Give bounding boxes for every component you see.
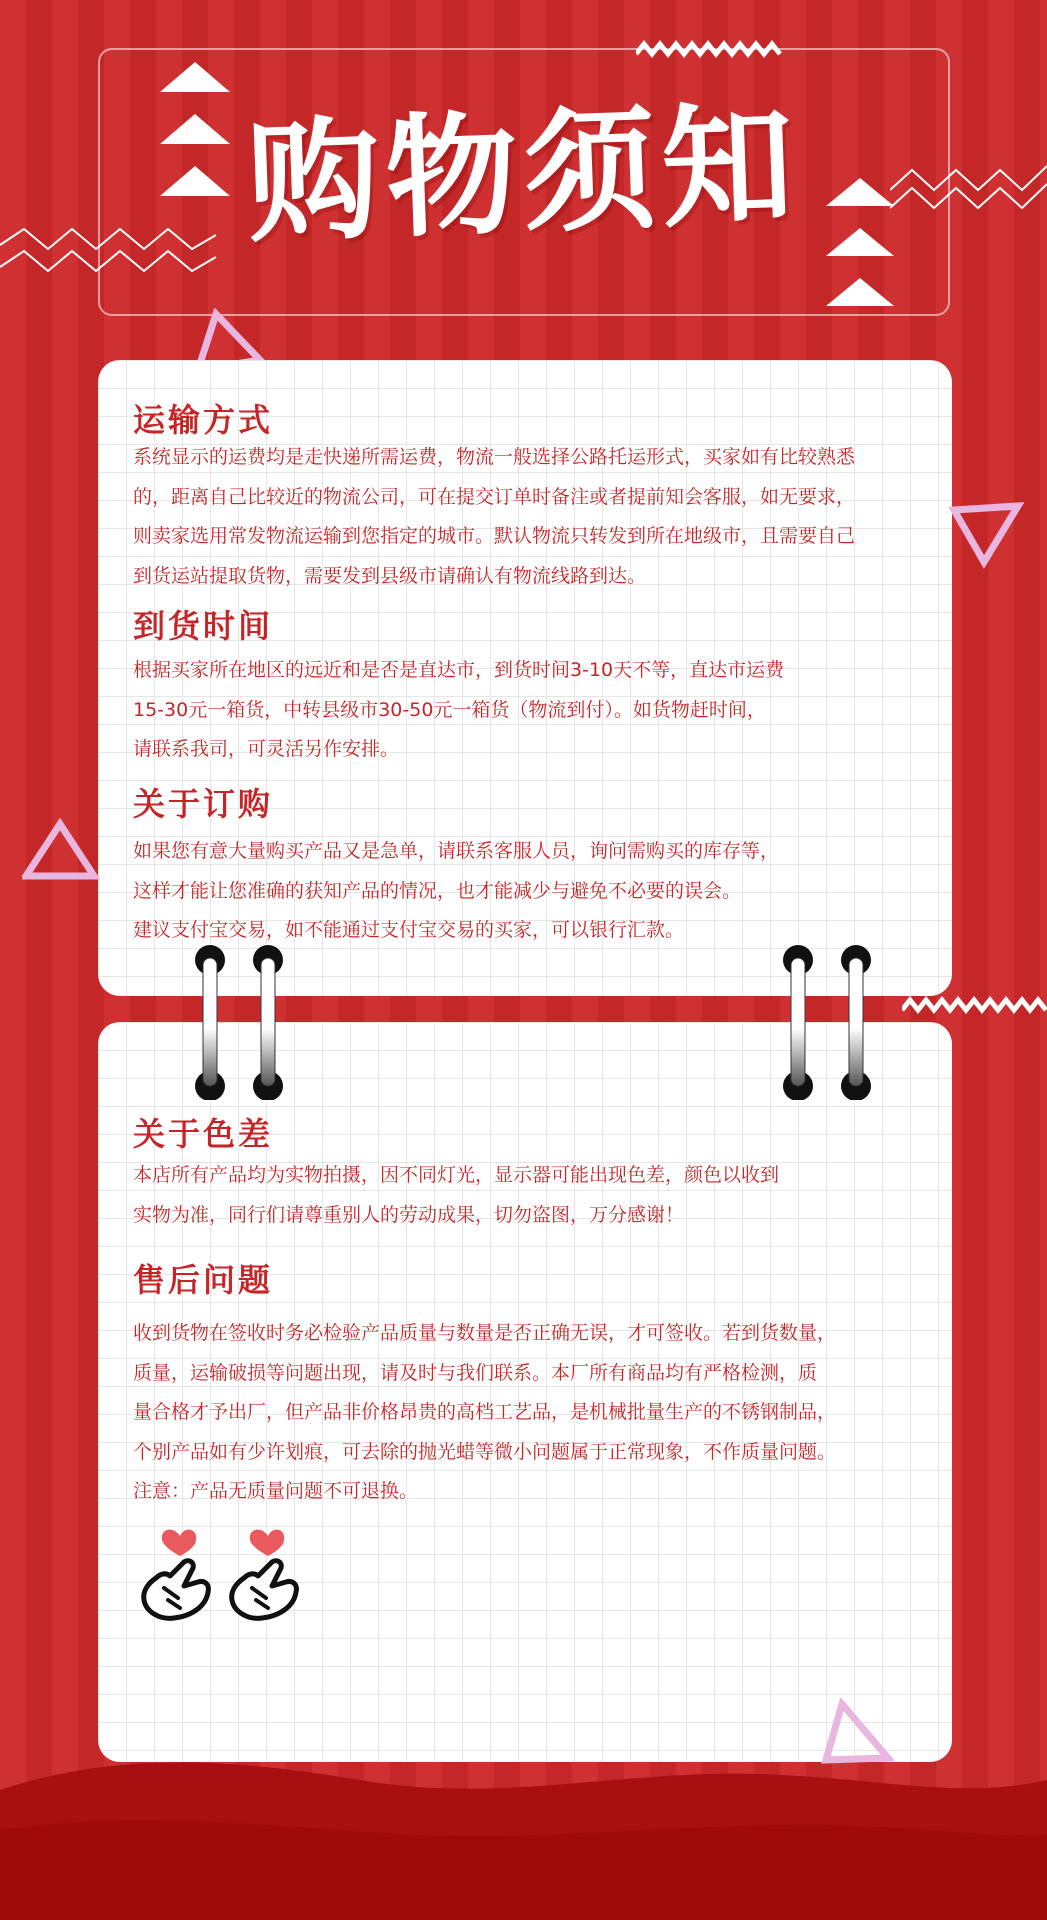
binder-rings-left <box>190 940 290 1100</box>
section-title-shipping: 运输方式 <box>133 401 274 439</box>
page-title: 购物须知 <box>244 88 803 262</box>
bottom-wave-decoration <box>0 1730 1047 1920</box>
zigzag-middle-decoration <box>902 996 1047 1018</box>
section-title-after-sales: 售后问题 <box>133 1261 274 1299</box>
section-title-delivery-time: 到货时间 <box>133 607 274 645</box>
section-title-ordering: 关于订购 <box>133 785 274 823</box>
pink-triangle-right <box>948 498 1024 570</box>
section-text-color-difference: 本店所有产品均为实物拍摄，因不同灯光，显示器可能出现色差，颜色以收到 实物为准，同行们请尊重别人的劳动成果，切勿盗图，万分感谢！ <box>133 1164 780 1226</box>
section-title-color-difference: 关于色差 <box>133 1115 274 1153</box>
section-text-after-sales: 收到货物在签收时务必检验产品质量与数量是否正确无误，才可签收。若到货数量， 质量，运输破损等问题出现，请及时与我们联系。本厂所有商品均有严格检测，质 量合格才予出厂，但产品非价格昂贵的高档工艺品，是机械批量生产的不锈钢制品， 个别产品如有少许划痕，可去除的抛光蜡等微小问题属于正常现象，不作质量问题。 注意：产品无质量问题不可退换。 <box>133 1322 837 1502</box>
section-text-ordering: 如果您有意大量购买产品又是急单，请联系客服人员，询问需购买的库存等， 这样才能让您准确的获知产品的情况，也才能减少与避免不必要的误会。 建议支付宝交易，如不能通过支付宝交易的买家，可以银行汇款。 <box>133 840 780 941</box>
pink-triangle-left <box>22 818 100 882</box>
zigzag-top-decoration <box>636 40 784 62</box>
section-text-delivery-time: 根据买家所在地区的远近和是否是直达市，到货时间3-10天不等，直达市运费 15-30元一箱货，中转县级市30-50元一箱货（物流到付）。如货物赶时间， 请联系我司，可灵活另作安排。 <box>133 659 785 760</box>
finger-heart-icon <box>134 1526 226 1624</box>
section-text-shipping: 系统显示的运费均是走快递所需运费，物流一般选择公路托运形式，买家如有比较熟悉 的，距离自己比较近的物流公司，可在提交订单时备注或者提前知会客服，如无要求， 则卖家选用常发物流运输到您指定的城市。默认物流只转发到所在地级市，且需要自己 到货运站提取货物，需要发到县级市请确认有物流线路到达。 <box>133 446 856 587</box>
finger-heart-icon <box>222 1526 314 1624</box>
binder-rings-right <box>778 940 878 1100</box>
